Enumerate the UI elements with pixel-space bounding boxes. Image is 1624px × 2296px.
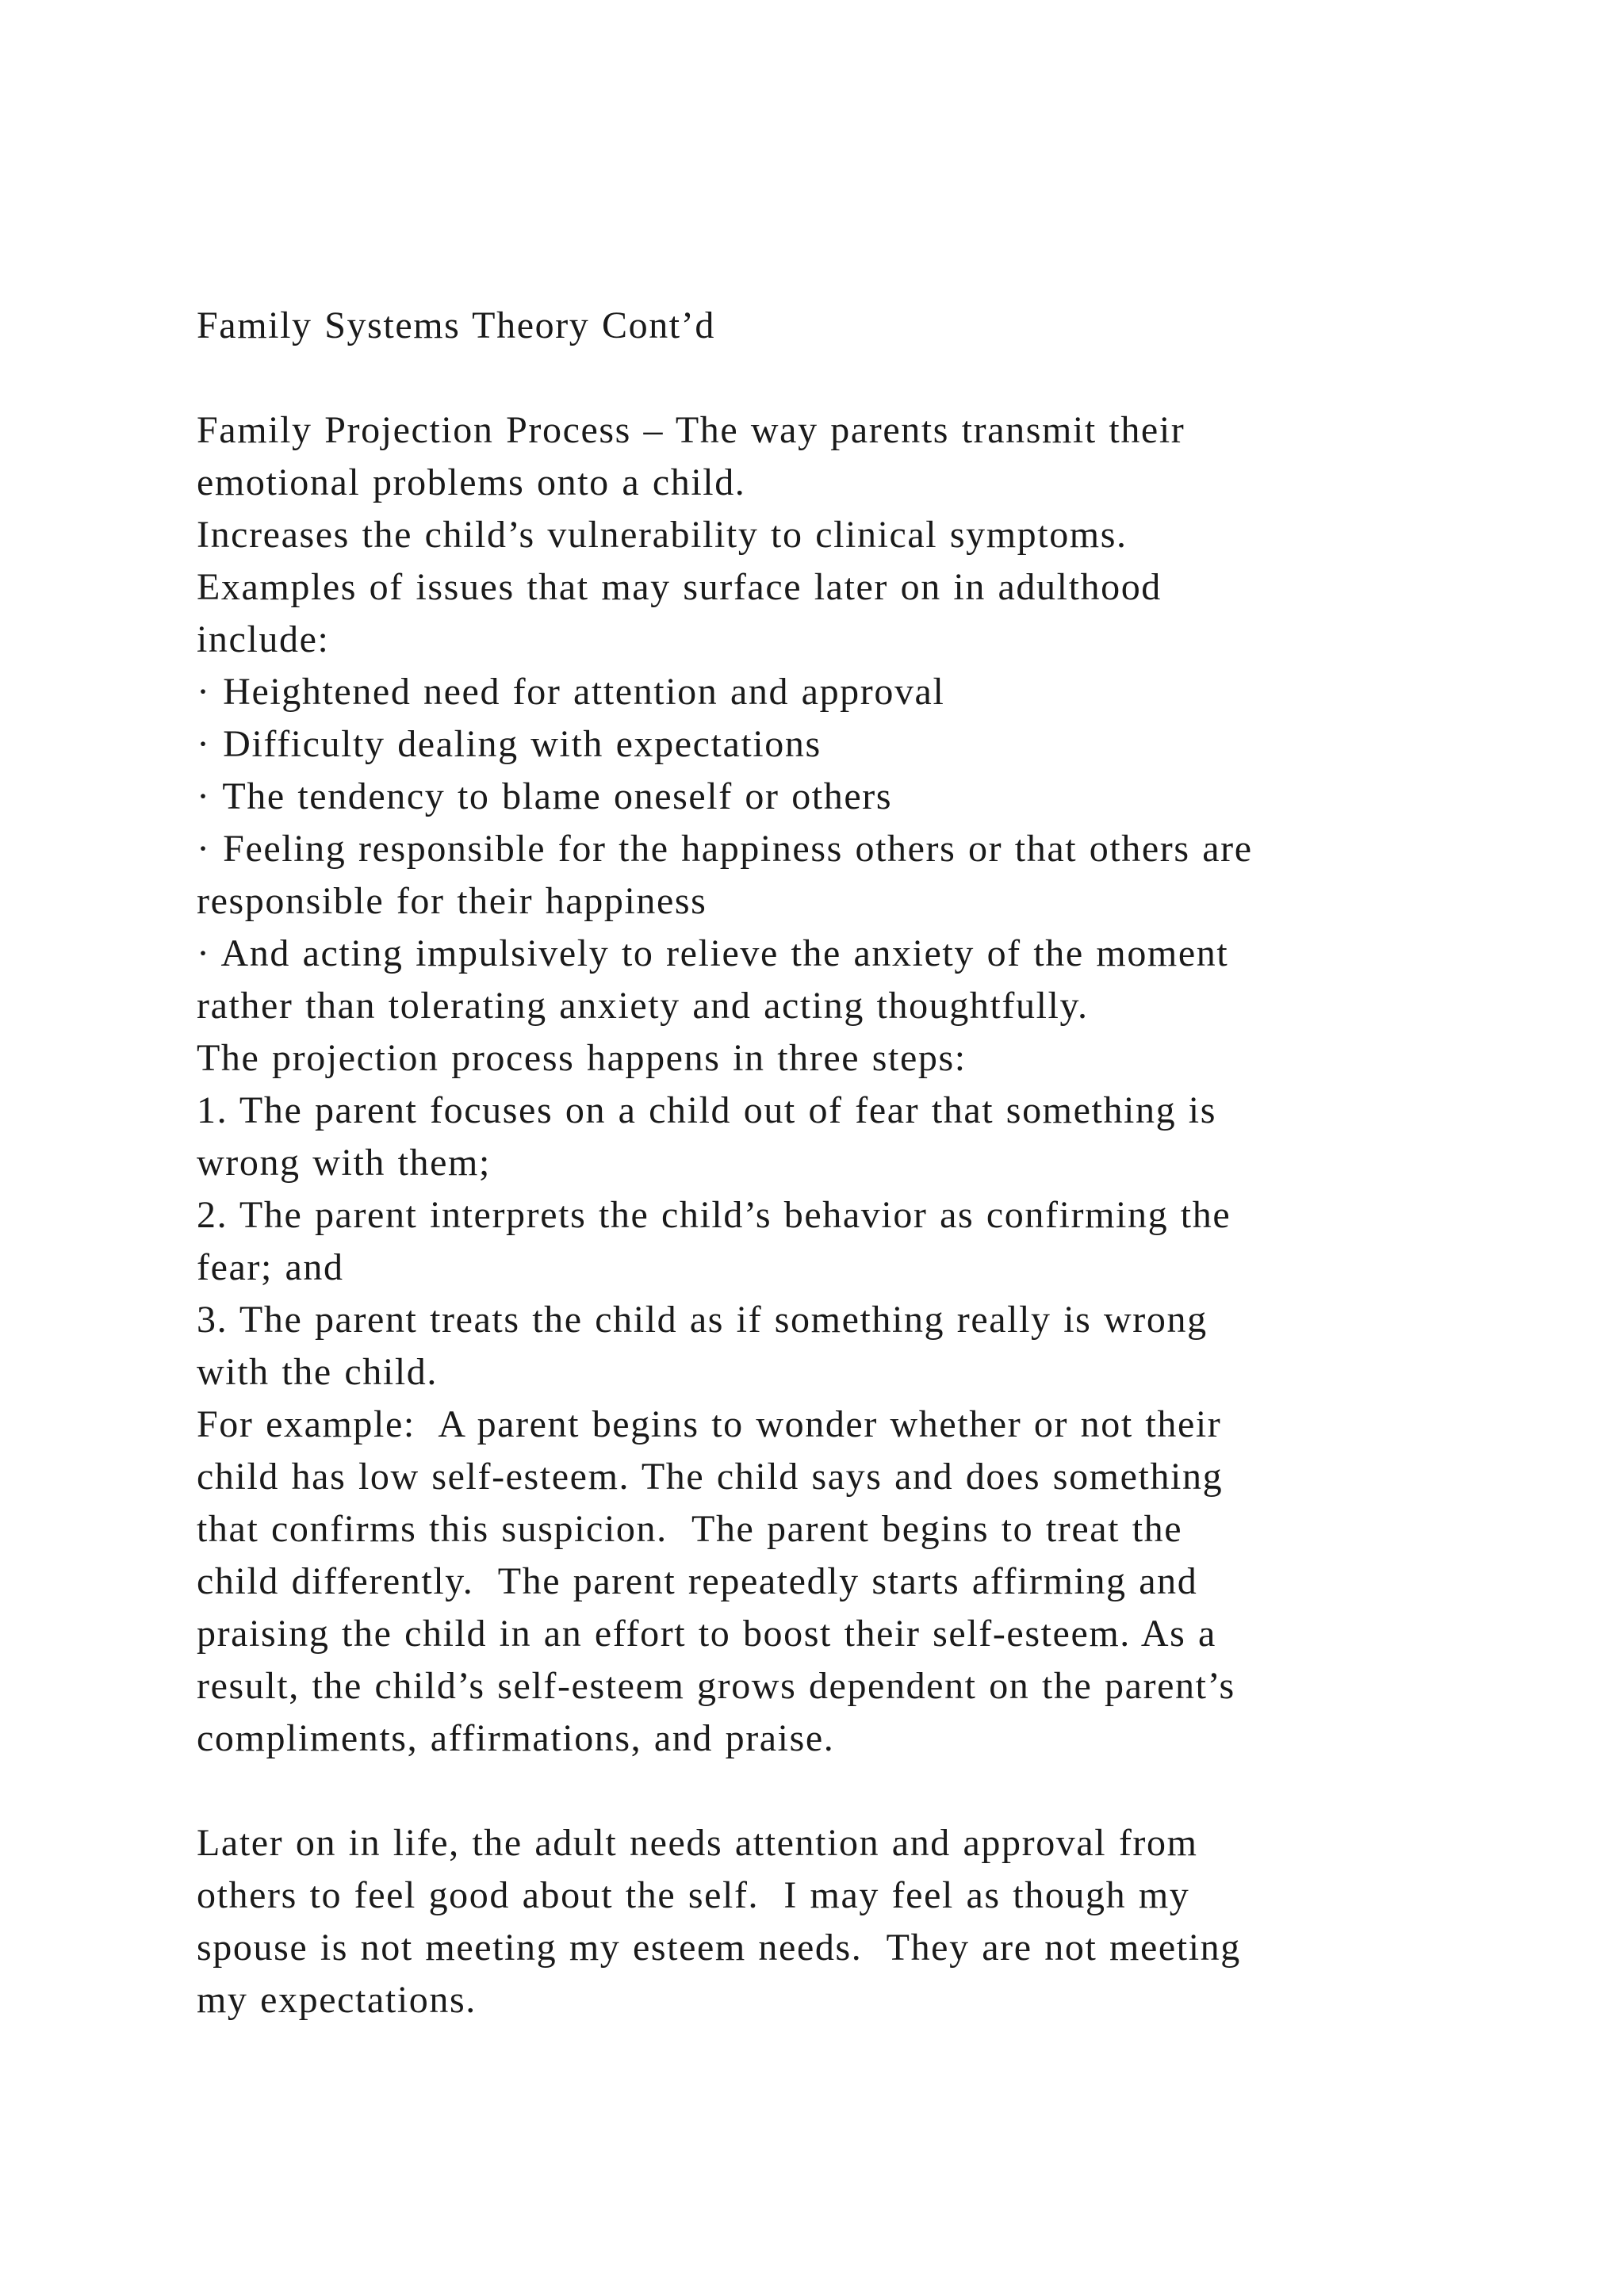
numbered-item: 1. The parent focuses on a child out of fear that something is: [197, 1089, 1217, 1131]
paragraph-spacer: [197, 352, 1497, 404]
bullet-item: · And acting impulsively to relieve the anxiety of the moment: [197, 932, 1229, 974]
text-line: wrong with them;: [197, 1142, 491, 1184]
text-line: child has low self-esteem. The child says and does something: [197, 1456, 1224, 1498]
numbered-item: 3. The parent treats the child as if something really is wrong: [197, 1299, 1208, 1341]
text-line: The projection process happens in three steps:: [197, 1037, 967, 1079]
text-line: my expectations.: [197, 1979, 477, 2021]
document-title: Family Systems Theory Cont’d: [197, 304, 715, 346]
text-line: Family Projection Process – The way parents transmit their: [197, 409, 1185, 451]
text-line: child differently. The parent repeatedly starts affirming and: [197, 1560, 1198, 1602]
text-line: others to feel good about the self. I may feel as though my: [197, 1874, 1190, 1916]
text-line: that confirms this suspicion. The parent begins to treat the: [197, 1508, 1183, 1550]
bullet-item: · Difficulty dealing with expectations: [197, 723, 822, 765]
text-line: emotional problems onto a child.: [197, 461, 746, 503]
text-line: include:: [197, 618, 330, 660]
paragraph-projection-process: [197, 404, 1497, 1765]
bullet-item: · Heightened need for attention and approval: [197, 671, 945, 713]
text-line: Later on in life, the adult needs attention and approval from: [197, 1822, 1198, 1864]
bullet-item: · Feeling responsible for the happiness others or that others are: [197, 828, 1253, 870]
numbered-item: 2. The parent interprets the child’s behavior as confirming the: [197, 1194, 1231, 1236]
text-line: For example: A parent begins to wonder whether or not their: [197, 1403, 1222, 1445]
text-line: fear; and: [197, 1246, 344, 1288]
paragraph-later-in-life: [197, 1817, 1497, 2026]
text-line: result, the child’s self-esteem grows dependent on the parent’s: [197, 1665, 1235, 1707]
text-line: Examples of issues that may surface later on in adulthood: [197, 566, 1162, 608]
text-line: spouse is not meeting my esteem needs. They are not meeting: [197, 1927, 1241, 1969]
bullet-item: · The tendency to blame oneself or others: [197, 775, 893, 817]
paragraph-spacer: [197, 1765, 1497, 1817]
text-line: compliments, affirmations, and praise.: [197, 1717, 835, 1759]
text-line: with the child.: [197, 1351, 438, 1393]
text-line: Increases the child’s vulnerability to clinical symptoms.: [197, 514, 1128, 556]
text-line: rather than tolerating anxiety and acting thoughtfully.: [197, 985, 1089, 1027]
text-line: praising the child in an effort to boost their self-esteem. As a: [197, 1613, 1216, 1655]
document-page: [197, 300, 1497, 2026]
text-line: responsible for their happiness: [197, 880, 707, 922]
